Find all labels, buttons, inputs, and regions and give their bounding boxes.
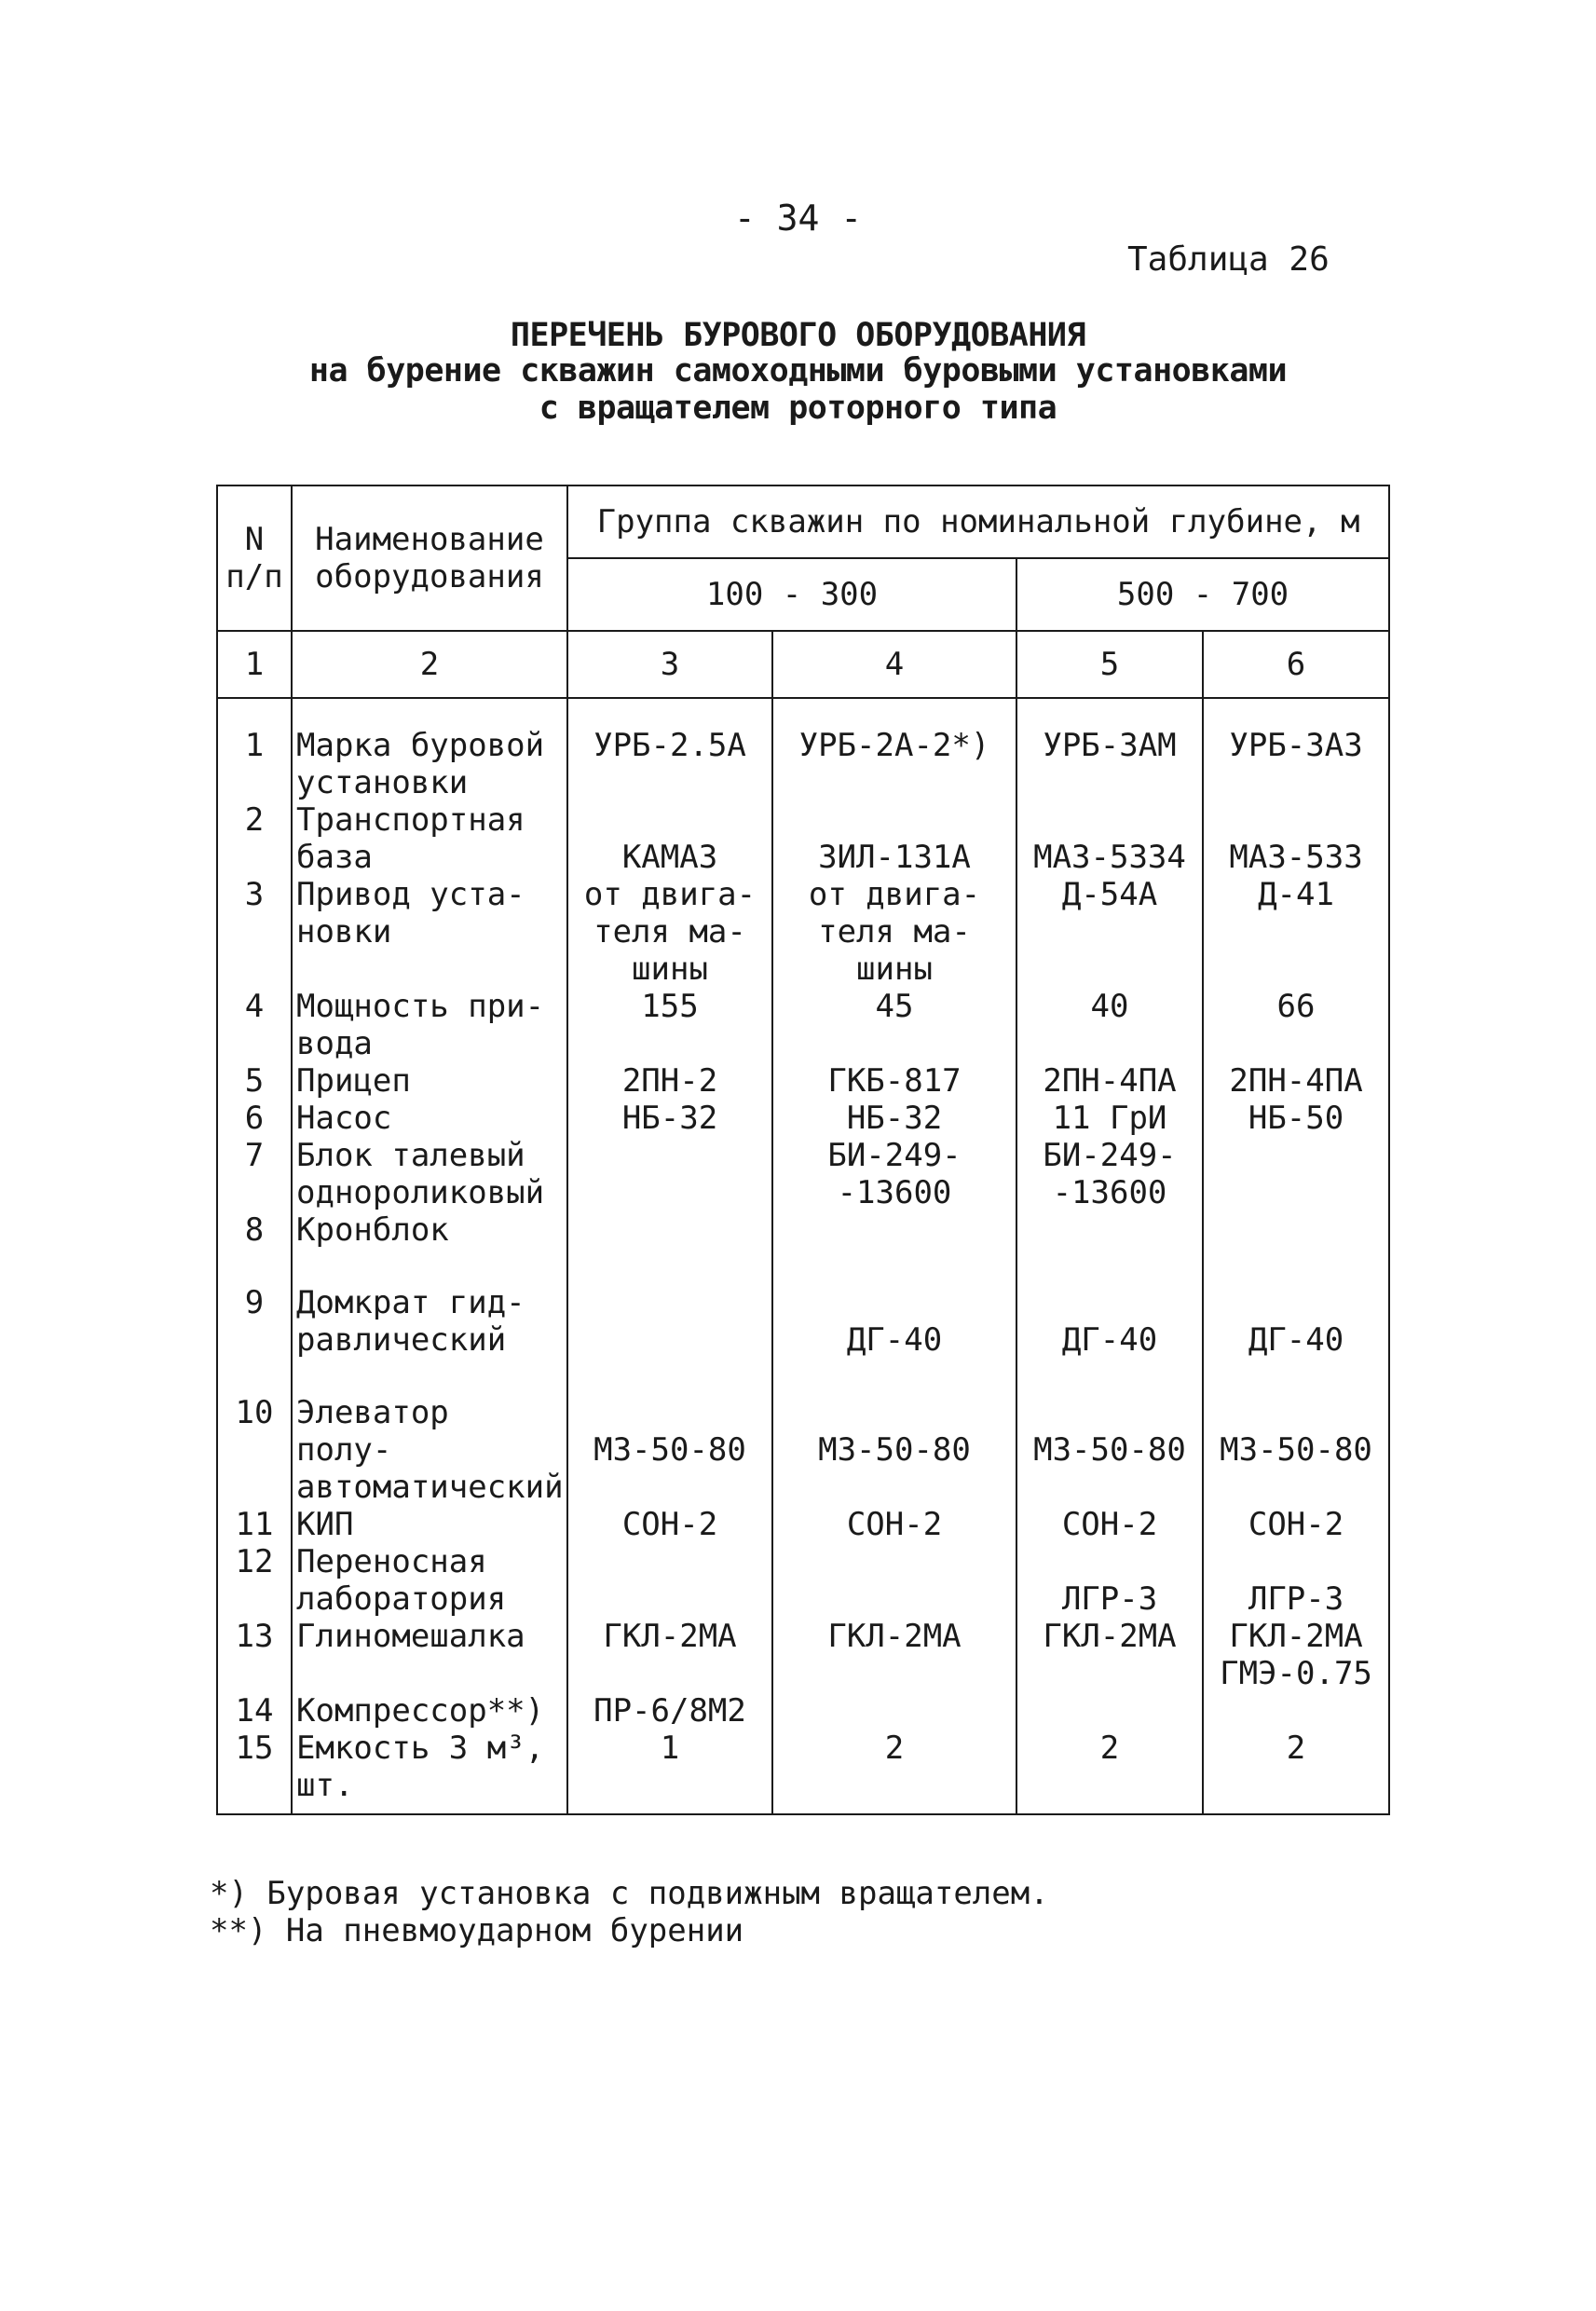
value-500-700-b — [1203, 1211, 1389, 1249]
value-100-300-b — [772, 1692, 1016, 1730]
value-500-700-b — [1203, 1137, 1389, 1211]
table-row — [217, 1211, 1389, 1249]
value-500-700-a: УРБ-3АМ — [1016, 727, 1203, 801]
table-row — [217, 1730, 1389, 1814]
row-number: 13 — [217, 1618, 292, 1692]
equipment-name: Домкрат гид- равлический — [292, 1284, 567, 1359]
value-100-300-a — [567, 1543, 772, 1618]
value-100-300-b: 2 — [772, 1730, 1016, 1814]
table-row — [217, 1284, 1389, 1359]
equipment-name: Элеватор полу- автоматический — [292, 1394, 567, 1506]
table-row — [217, 801, 1389, 876]
column-number: 1 — [217, 631, 292, 698]
equipment-name: КИП — [292, 1506, 567, 1543]
value-500-700-a: 40 — [1016, 988, 1203, 1062]
table-row — [217, 1692, 1389, 1730]
page-number: - 34 - — [733, 198, 863, 239]
value-100-300-a: 1 — [567, 1730, 772, 1814]
equipment-name: Насос — [292, 1100, 567, 1137]
table-row — [217, 876, 1389, 988]
table-row — [217, 1137, 1389, 1211]
equipment-name: Компрессор**) — [292, 1692, 567, 1730]
footnote-2: **) На пневмоударном бурении — [210, 1912, 744, 1949]
value-500-700-a: СОН-2 — [1016, 1506, 1203, 1543]
table-row — [217, 727, 1389, 801]
value-500-700-b: УРБ-3А3 — [1203, 727, 1389, 801]
value-100-300-b: НБ-32 — [772, 1100, 1016, 1137]
header-range-100-300: 100 - 300 — [567, 558, 1016, 631]
row-number: 6 — [217, 1100, 292, 1137]
table-caption: Таблица 26 — [1127, 240, 1330, 279]
header-range-500-700: 500 - 700 — [1016, 558, 1389, 631]
footnote-1: *) Буровая установка с подвижным вращателем. — [210, 1875, 1049, 1912]
table-title-line-2: на бурение скважин самоходными буровыми установками — [308, 352, 1288, 390]
value-500-700-a: ДГ-40 — [1016, 1284, 1203, 1359]
column-number: 6 — [1203, 631, 1389, 698]
value-100-300-a: НБ-32 — [567, 1100, 772, 1137]
value-500-700-a: МЗ-50-80 — [1016, 1394, 1203, 1506]
equipment-name: Блок талевый однороликовый — [292, 1137, 567, 1211]
column-number: 3 — [567, 631, 772, 698]
value-100-300-b: ГКБ-817 — [772, 1062, 1016, 1100]
footnotes — [210, 1875, 1049, 1949]
value-500-700-a: МАЗ-5334 — [1016, 801, 1203, 876]
value-100-300-a — [567, 1284, 772, 1359]
table-title-line-1: ПЕРЕЧЕНЬ БУРОВОГО ОБОРУДОВАНИЯ — [510, 317, 1086, 354]
value-500-700-b: МЗ-50-80 — [1203, 1394, 1389, 1506]
row-number: 15 — [217, 1730, 292, 1814]
equipment-name: Мощность при- вода — [292, 988, 567, 1062]
value-500-700-b: Д-41 — [1203, 876, 1389, 988]
equipment-name: Емкость 3 м³, шт. — [292, 1730, 567, 1814]
table-row — [217, 1543, 1389, 1618]
value-100-300-a: УРБ-2.5А — [567, 727, 772, 801]
row-number: 8 — [217, 1211, 292, 1249]
row-number: 4 — [217, 988, 292, 1062]
value-100-300-b: СОН-2 — [772, 1506, 1016, 1543]
value-100-300-a — [567, 1211, 772, 1249]
value-100-300-b: УРБ-2А-2*) — [772, 727, 1016, 801]
value-500-700-b: ДГ-40 — [1203, 1284, 1389, 1359]
value-500-700-a: 2ПН-4ПА — [1016, 1062, 1203, 1100]
value-500-700-a — [1016, 1692, 1203, 1730]
value-100-300-b: ГКЛ-2МА — [772, 1618, 1016, 1692]
value-500-700-a: ГКЛ-2МА — [1016, 1618, 1203, 1692]
value-500-700-b: 66 — [1203, 988, 1389, 1062]
equipment-name: Переносная лаборатория — [292, 1543, 567, 1618]
value-100-300-a: 155 — [567, 988, 772, 1062]
value-100-300-b: от двига- теля ма- шины — [772, 876, 1016, 988]
value-100-300-b: 45 — [772, 988, 1016, 1062]
value-100-300-b: ДГ-40 — [772, 1284, 1016, 1359]
value-500-700-a: Д-54А — [1016, 876, 1203, 988]
row-number: 2 — [217, 801, 292, 876]
table-title-line-3: с вращателем роторного типа — [539, 390, 1057, 427]
equipment-name: Кронблок — [292, 1211, 567, 1249]
value-100-300-a: ГКЛ-2МА — [567, 1618, 772, 1692]
row-number: 10 — [217, 1394, 292, 1506]
value-100-300-a: КАМАЗ — [567, 801, 772, 876]
column-number: 4 — [772, 631, 1016, 698]
value-500-700-b: 2ПН-4ПА — [1203, 1062, 1389, 1100]
value-100-300-b — [772, 1211, 1016, 1249]
value-500-700-b — [1203, 1692, 1389, 1730]
row-number: 3 — [217, 876, 292, 988]
value-100-300-a: от двига- теля ма- шины — [567, 876, 772, 988]
column-number: 5 — [1016, 631, 1203, 698]
row-number: 11 — [217, 1506, 292, 1543]
table-body — [217, 698, 1389, 1814]
value-500-700-a: БИ-249- -13600 — [1016, 1137, 1203, 1211]
value-500-700-b: МАЗ-533 — [1203, 801, 1389, 876]
value-500-700-a — [1016, 1211, 1203, 1249]
table-row — [217, 988, 1389, 1062]
row-number: 9 — [217, 1284, 292, 1359]
value-100-300-b: БИ-249- -13600 — [772, 1137, 1016, 1211]
value-500-700-b: ЛГР-3 — [1203, 1543, 1389, 1618]
value-100-300-a: ПР-6/8М2 — [567, 1692, 772, 1730]
equipment-name: Марка буровой установки — [292, 727, 567, 801]
table-row — [217, 1506, 1389, 1543]
value-100-300-b: МЗ-50-80 — [772, 1394, 1016, 1506]
header-name: Наименование оборудования — [292, 485, 567, 631]
table-row — [217, 1394, 1389, 1506]
column-number: 2 — [292, 631, 567, 698]
row-number: 14 — [217, 1692, 292, 1730]
equipment-name: Привод уста- новки — [292, 876, 567, 988]
value-100-300-a: 2ПН-2 — [567, 1062, 772, 1100]
value-100-300-b: ЗИЛ-131А — [772, 801, 1016, 876]
value-500-700-a: 2 — [1016, 1730, 1203, 1814]
equipment-name: Глиномешалка — [292, 1618, 567, 1692]
header-num: N п/п — [217, 485, 292, 631]
equipment-name: Прицеп — [292, 1062, 567, 1100]
header-group: Группа скважин по номинальной глубине, м — [567, 485, 1389, 558]
value-100-300-a: СОН-2 — [567, 1506, 772, 1543]
value-500-700-b: 2 — [1203, 1730, 1389, 1814]
equipment-name: Транспортная база — [292, 801, 567, 876]
value-500-700-b: НБ-50 — [1203, 1100, 1389, 1137]
row-number: 12 — [217, 1543, 292, 1618]
row-number: 7 — [217, 1137, 292, 1211]
value-100-300-b — [772, 1543, 1016, 1618]
row-number: 1 — [217, 727, 292, 801]
table-row — [217, 1100, 1389, 1137]
table-row — [217, 1618, 1389, 1692]
value-500-700-a: 11 ГрИ — [1016, 1100, 1203, 1137]
value-100-300-a — [567, 1137, 772, 1211]
value-100-300-a: МЗ-50-80 — [567, 1394, 772, 1506]
equipment-table — [216, 485, 1390, 1815]
value-500-700-b: СОН-2 — [1203, 1506, 1389, 1543]
value-500-700-a: ЛГР-3 — [1016, 1543, 1203, 1618]
value-500-700-b: ГКЛ-2МА ГМЭ-0.75 — [1203, 1618, 1389, 1692]
table-row — [217, 1062, 1389, 1100]
row-number: 5 — [217, 1062, 292, 1100]
